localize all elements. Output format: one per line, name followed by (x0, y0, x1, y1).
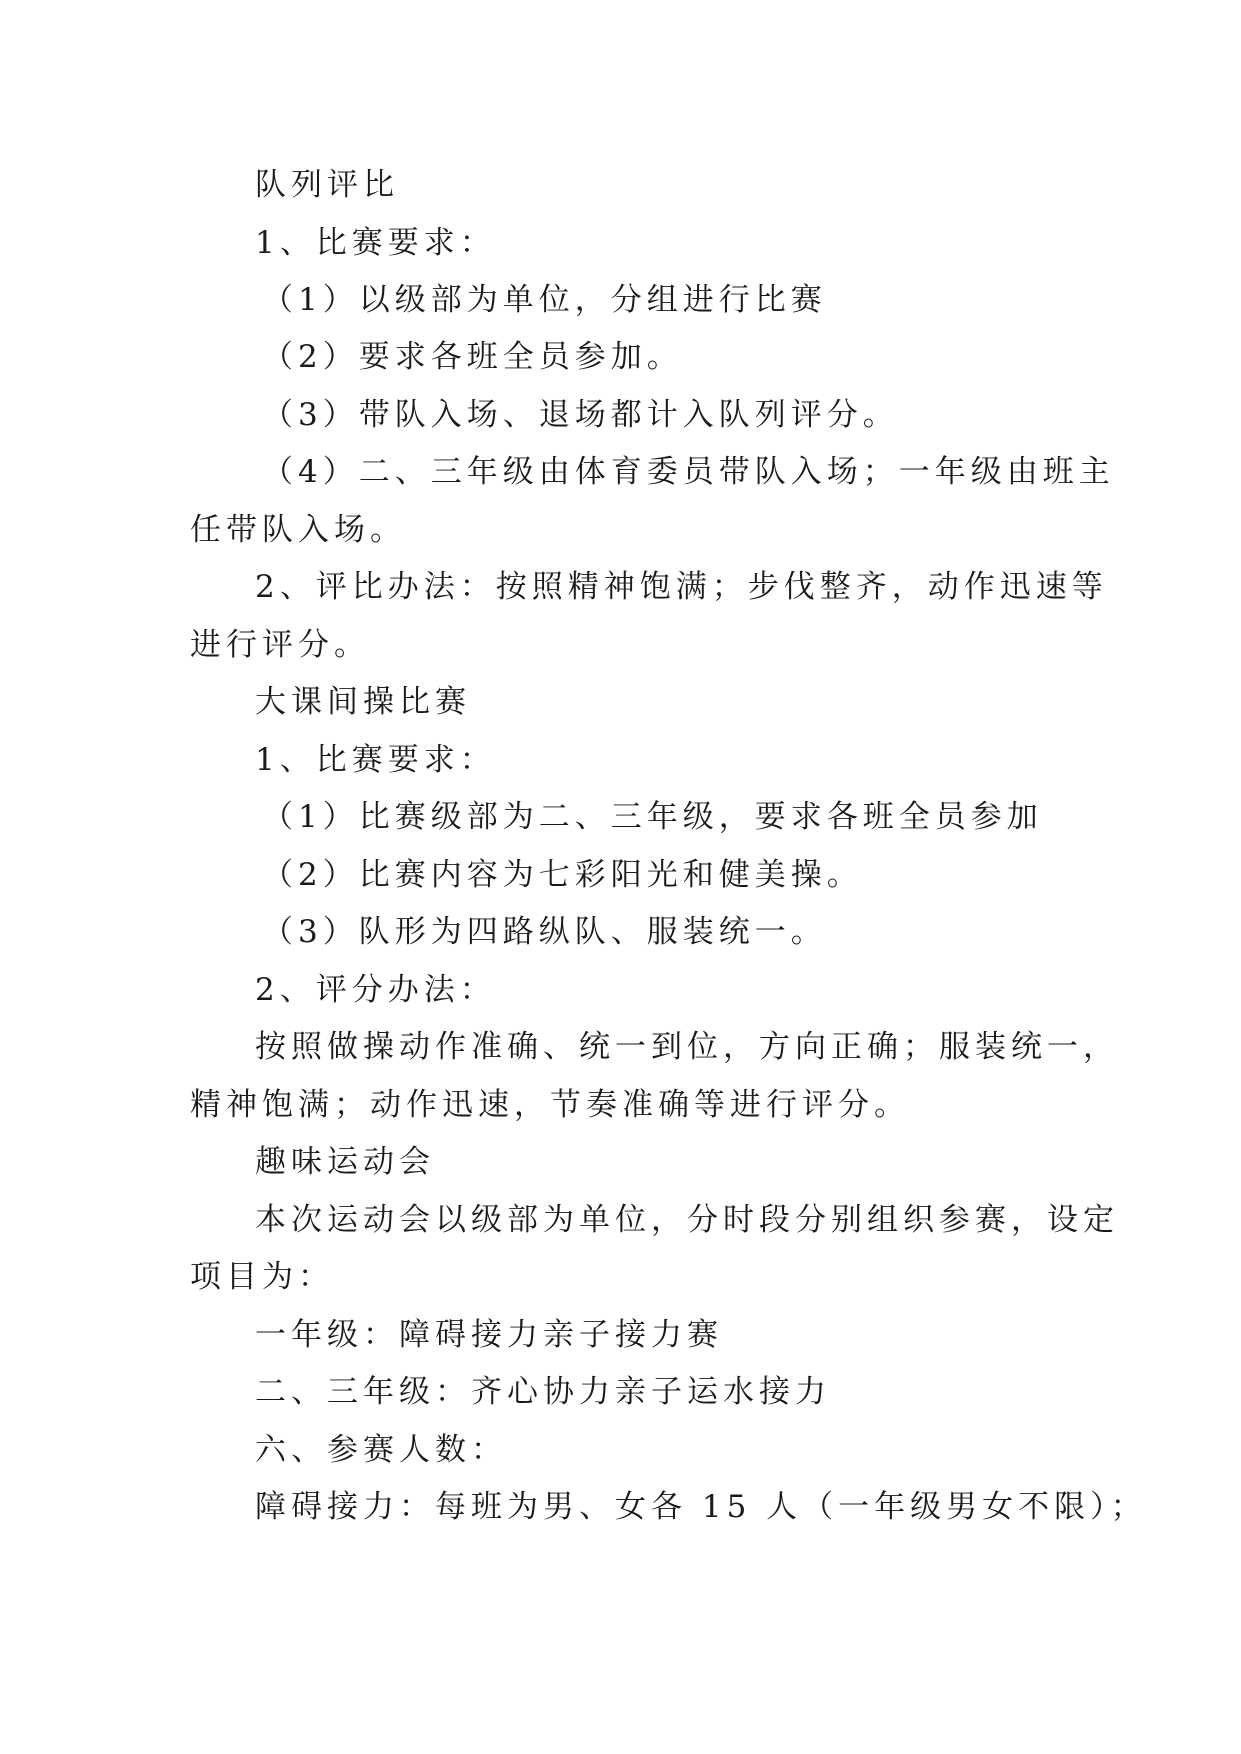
section-heading-exercise: 大课间操比赛 (255, 684, 471, 720)
paragraph-line: 一年级：障碍接力亲子接力赛 (255, 1317, 723, 1353)
paragraph-line: 任带队入场。 (190, 512, 406, 548)
section-heading-fun-games: 趣味运动会 (255, 1144, 435, 1180)
paragraph-line: 进行评分。 (190, 627, 370, 663)
paragraph-line: （2）要求各班全员参加。 (262, 339, 683, 375)
section-heading-formation: 队列评比 (255, 167, 399, 203)
paragraph-line: （3）带队入场、退场都计入队列评分。 (262, 397, 899, 433)
paragraph-line: （3）队形为四路纵队、服装统一。 (262, 914, 827, 950)
paragraph-line: 本次运动会以级部为单位，分时段分别组织参赛，设定 (255, 1202, 1119, 1238)
paragraph-line: 按照做操动作准确、统一到位，方向正确；服装统一， (255, 1029, 1119, 1065)
paragraph-line: 六、参赛人数： (255, 1432, 507, 1468)
paragraph-line: （4）二、三年级由体育委员带队入场；一年级由班主 (262, 454, 1115, 490)
paragraph-line: 2、评比办法：按照精神饱满；步伐整齐，动作迅速等 (255, 569, 1108, 605)
paragraph-line: （1）以级部为单位，分组进行比赛 (262, 282, 827, 318)
paragraph-line: 2、评分办法： (255, 972, 496, 1008)
paragraph-line: 二、三年级：齐心协力亲子运水接力 (255, 1374, 831, 1410)
paragraph-line: 1、比赛要求： (255, 742, 496, 778)
paragraph-line: （1）比赛级部为二、三年级，要求各班全员参加 (262, 799, 1043, 835)
paragraph-line: 1、比赛要求： (255, 225, 496, 261)
paragraph-line: （2）比赛内容为七彩阳光和健美操。 (262, 857, 863, 893)
paragraph-line: 精神饱满；动作迅速，节奏准确等进行评分。 (190, 1087, 910, 1123)
paragraph-line: 项目为： (190, 1259, 334, 1295)
paragraph-line: 障碍接力：每班为男、女各 15 人（一年级男女不限）； (255, 1489, 1147, 1525)
